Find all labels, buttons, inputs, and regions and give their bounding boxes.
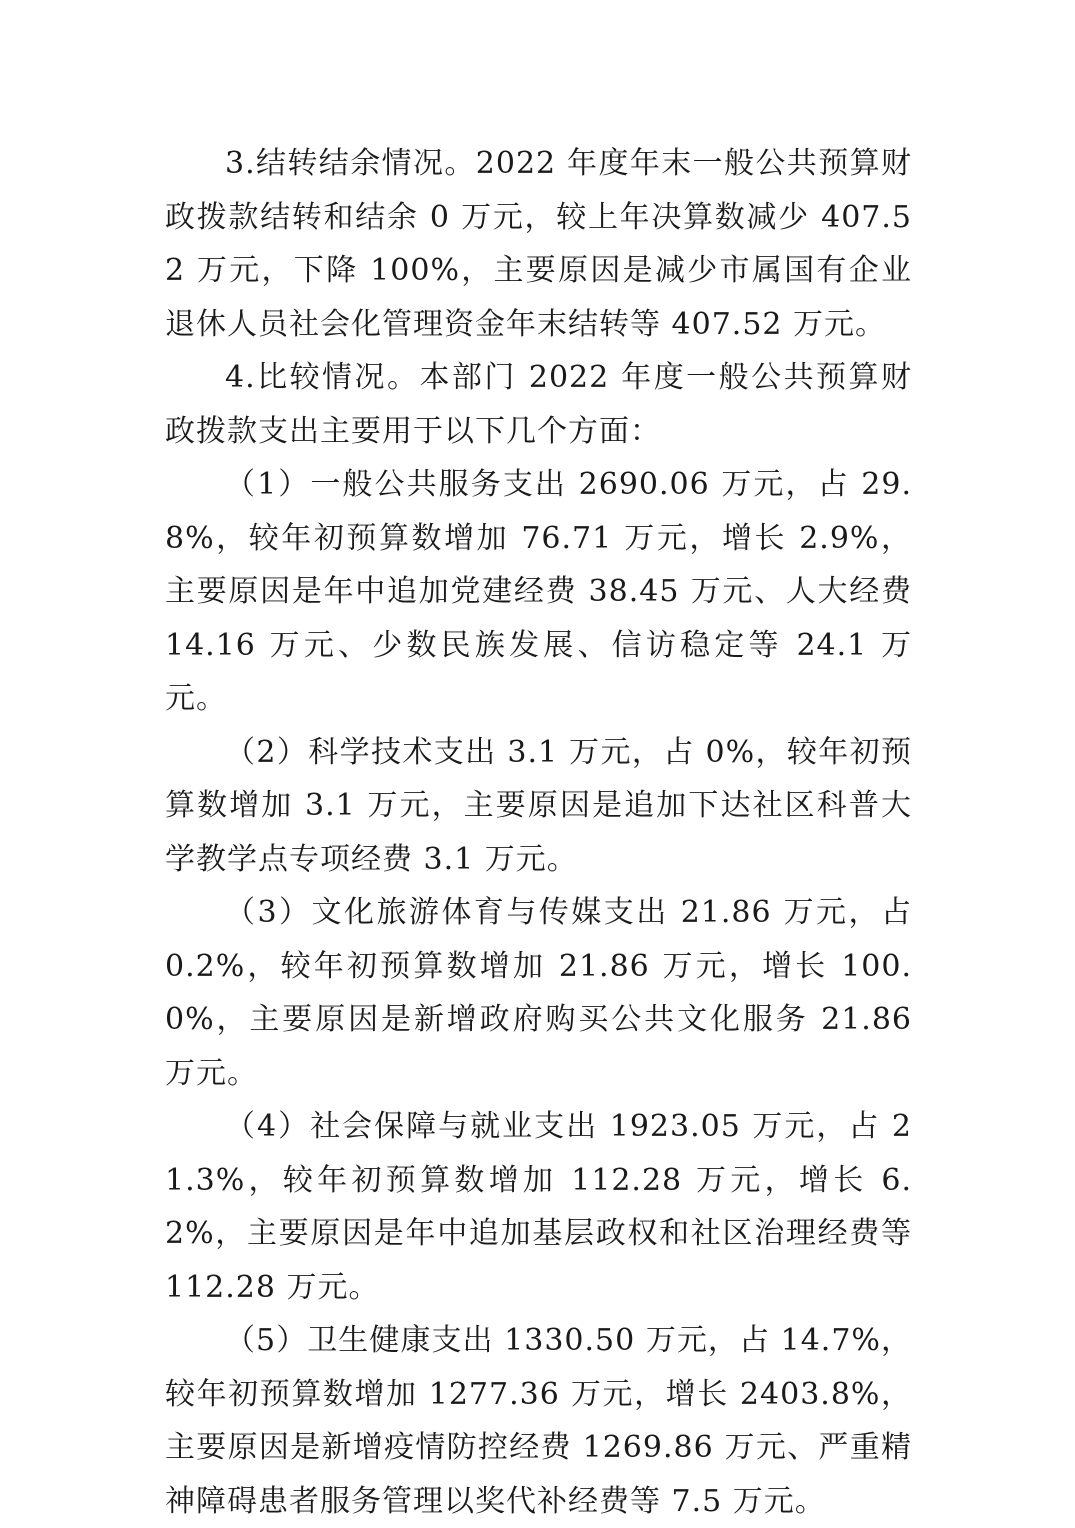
paragraph-carryover-balance: 3.结转结余情况。2022 年度年末一般公共预算财政拨款结转和结余 0 万元，较上年决算数减少 407.52 万元，下降 100%，主要原因是减少市属国有企业退休人员社会化管理资金年末结转等 407.52 万元。 <box>165 146 912 342</box>
paragraph-culture-tourism-sports-media: （3）文化旅游体育与传媒支出 21.86 万元，占 0.2%，较年初预算数增加 21.86 万元，增长 100.0%，主要原因是新增政府购买公共文化服务 21.86 万元。 <box>165 895 912 1091</box>
paragraph-health: （5）卫生健康支出 1330.50 万元，占 14.7%，较年初预算数增加 1277.36 万元，增长 2403.8%，主要原因是新增疫情防控经费 1269.86 万元、严重精神障碍患者服务管理以奖代补经费等 7.5 万元。 <box>165 1323 912 1519</box>
paragraph-science-technology: （2）科学技术支出 3.1 万元，占 0%，较年初预算数增加 3.1 万元，主要原因是追加下达社区科普大学教学点专项经费 3.1 万元。 <box>165 734 912 877</box>
paragraph-general-public-services: （1）一般公共服务支出 2690.06 万元，占 29.8%，较年初预算数增加 76.71 万元，增长 2.9%，主要原因是年中追加党建经费 38.45 万元、人大经费 14.16 万元、少数民族发展、信访稳定等 24.1 万元。 <box>165 467 912 716</box>
paragraph-comparison-intro: 4.比较情况。本部门 2022 年度一般公共预算财政拨款支出主要用于以下几个方面： <box>165 360 912 449</box>
paragraph-social-security-employment: （4）社会保障与就业支出 1923.05 万元，占 21.3%，较年初预算数增加 112.28 万元，增长 6.2%，主要原因是年中追加基层政权和社区治理经费等 112.28 万元。 <box>165 1109 912 1305</box>
document-body <box>165 137 912 1528</box>
